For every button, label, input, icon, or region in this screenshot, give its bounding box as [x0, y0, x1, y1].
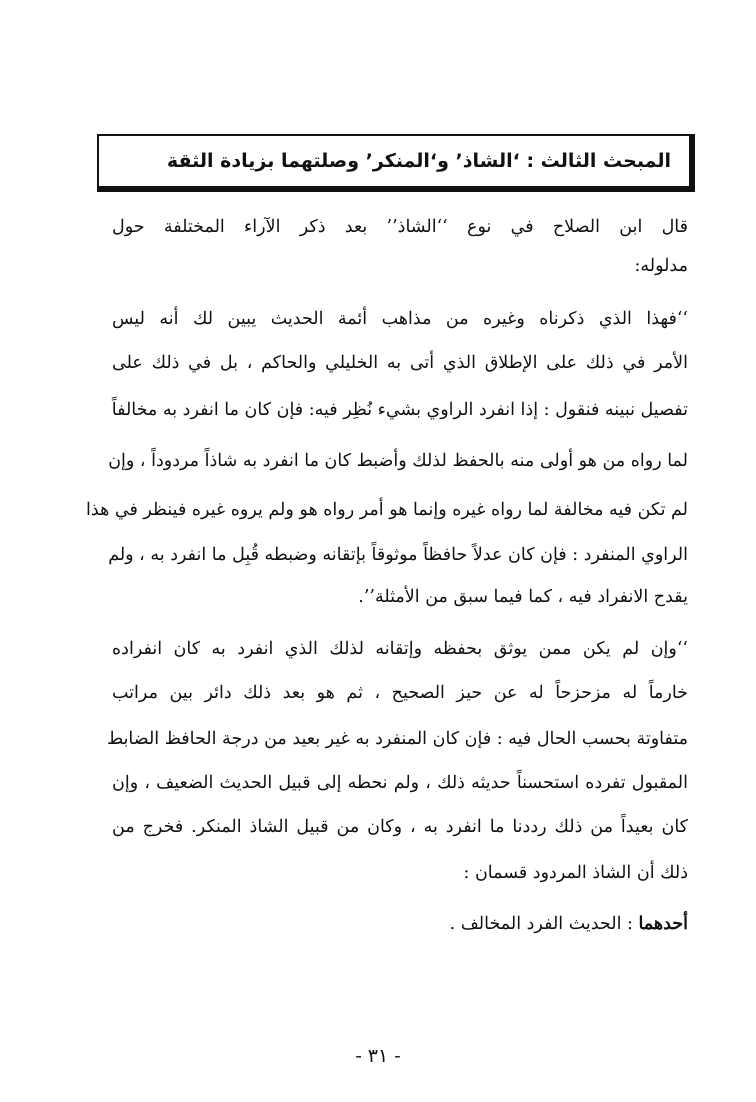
quote2-line-4: المقبول تفرده استحسناً حديثه ذلك ، ولم نحطه إلى قبيل الحديث الضعيف ، وإن [112, 773, 688, 793]
intro-line-2: مدلوله: [634, 256, 688, 276]
page-number: - ٣١ - [355, 1045, 401, 1067]
quote2-line-5: كان بعيداً من ذلك رددنا ما انفرد به ، وكان من قبيل الشاذ المنكر. فخرج من [112, 817, 688, 837]
quote2-line-3: متفاوتة بحسب الحال فيه : فإن كان المنفرد به غير بعيد من درجة الحافظ الضابط [106, 729, 688, 749]
quote1-line-6: الراوي المنفرد : فإن كان عدلاً حافظاً موثوقاً بإتقانه وضبطه قُبِل ما انفرد به ، ولم [108, 545, 688, 565]
quote2-line-1: ‘‘وإن لم يكن ممن يوثق بحفظه وإتقانه لذلك الذي انفرد به كان انفراده [112, 639, 688, 659]
list-item-1 [450, 916, 688, 934]
quote1-line-3: تفصيل نبينه فنقول : إذا انفرد الراوي بشيء نُظِر فيه: فإن كان ما انفرد به مخالفاً [111, 400, 688, 420]
list-item-1-label: أحدهما [638, 914, 688, 934]
quote1-line-7: يقدح الانفراد فيه ، كما فيما سبق من الأمثلة’’. [358, 587, 688, 607]
list-item-1-text: : الحديث الفرد المخالف . [449, 914, 639, 934]
section-heading: المبحث الثالث : ‘الشاذ’ و‘المنكر’ وصلتهما بزيادة الثقة [166, 150, 671, 172]
quote1-line-2: الأمر في ذلك على الإطلاق الذي أتى به الخليلي والحاكم ، بل في ذلك على [112, 353, 688, 373]
quote1-line-4: لما رواه من هو أولى منه بالحفظ لذلك وأضبط كان ما انفرد به شاذاً مردوداً ، وإن [108, 451, 688, 471]
section-heading-box [97, 134, 695, 192]
quote1-line-5: لم تكن فيه مخالفة لما رواه غيره وإنما هو أمر رواه هو ولم يروه غيره فينظر في هذا [86, 500, 688, 520]
quote2-line-2: خارماً له مزحزحاً له عن حيز الصحيح ، ثم هو بعد ذلك دائر بين مراتب [112, 683, 688, 703]
intro-line-1: قال ابن الصلاح في نوع ‘‘الشاذ’’ بعد ذكر الآراء المختلفة حول [112, 217, 688, 237]
quote2-line-6: ذلك أن الشاذ المردود قسمان : [463, 863, 688, 883]
quote1-line-1: ‘‘فهذا الذي ذكرناه وغيره من مذاهب أئمة الحديث يبين لك أنه ليس [112, 309, 688, 329]
